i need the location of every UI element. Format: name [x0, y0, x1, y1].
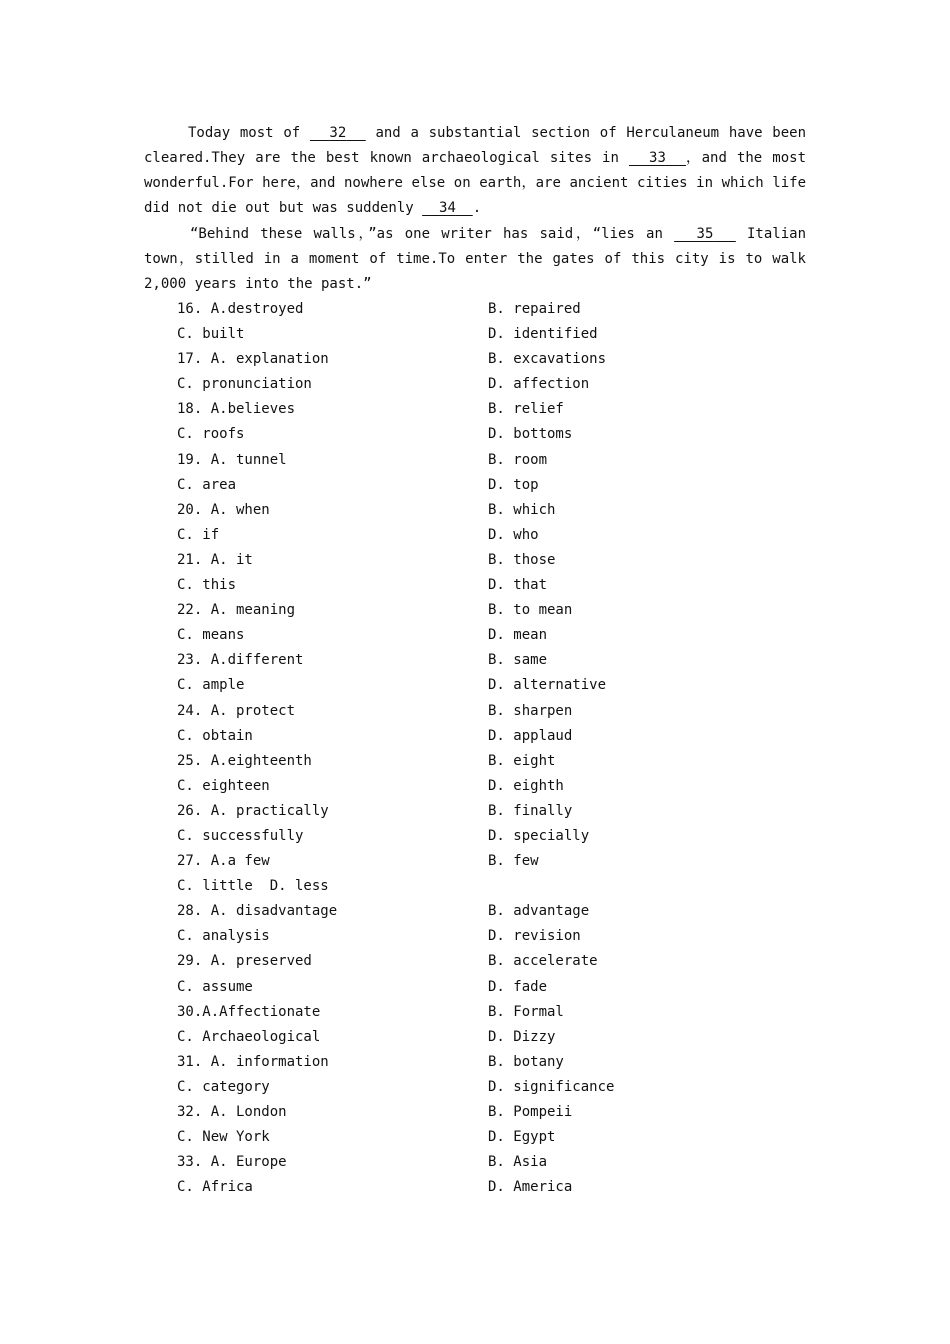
option-row [0, 1050, 950, 1075]
option-row [0, 1025, 950, 1050]
passage-line [144, 121, 806, 146]
option-left: 23. A.different [177, 652, 304, 669]
option-row [0, 473, 950, 498]
option-left: 30.A.Affectionate [177, 1003, 321, 1020]
option-left: 33. A. Europe [177, 1154, 287, 1171]
option-left: 27. A.a few [177, 853, 270, 870]
text-segment: cleared.They are the best known archaeological sites in [144, 150, 629, 167]
option-right: D. revision [488, 928, 581, 945]
option-row [0, 297, 950, 322]
option-right: D. alternative [488, 677, 607, 694]
option-row [0, 573, 950, 598]
option-left: 25. A.eighteenth [177, 752, 312, 769]
option-row [0, 623, 950, 648]
option-right: B. finally [488, 802, 573, 819]
option-left: 16. A.destroyed [177, 301, 304, 317]
option-left: 29. A. preserved [177, 953, 312, 970]
option-right: B. accelerate [488, 953, 598, 970]
option-right: B. sharpen [488, 702, 573, 719]
option-row [0, 849, 950, 874]
option-left: 20. A. when [177, 501, 270, 518]
blank-number: 35 [696, 225, 714, 242]
passage-line [144, 222, 806, 247]
option-left: C. ample [177, 677, 245, 694]
options-list [0, 297, 950, 1200]
option-right: D. affection [488, 376, 590, 393]
answer-blank-35 [674, 226, 736, 242]
option-left: 19. A. tunnel [177, 451, 287, 468]
option-right: D. eighth [488, 777, 564, 794]
option-right: D. who [488, 526, 539, 543]
option-left: C. little D. less [177, 878, 329, 895]
text-segment: and a substantial section of Herculaneum have been [365, 125, 806, 141]
option-left: C. Archaeological [177, 1028, 321, 1045]
blank-number: 33 [649, 150, 666, 167]
option-left: C. Africa [177, 1179, 253, 1196]
option-left: 24. A. protect [177, 702, 296, 719]
option-left: C. roofs [177, 426, 245, 443]
option-row [0, 774, 950, 799]
option-left: C. category [177, 1078, 270, 1095]
option-right: D. Dizzy [488, 1028, 556, 1045]
option-right: D. fade [488, 978, 548, 995]
passage-line [144, 196, 806, 221]
option-right: B. few [488, 853, 539, 870]
option-row [0, 899, 950, 924]
text-segment: ，and the most [686, 150, 806, 167]
option-left: C. pronunciation [177, 376, 312, 393]
option-right: B. repaired [488, 301, 581, 317]
option-row [0, 422, 950, 447]
option-row [0, 1150, 950, 1175]
option-right: B. excavations [488, 351, 607, 368]
option-row [0, 874, 950, 899]
option-right: B. Asia [488, 1154, 548, 1171]
option-row [0, 648, 950, 673]
option-right: B. relief [488, 401, 564, 418]
option-left: C. this [177, 577, 237, 594]
option-left: 22. A. meaning [177, 602, 296, 619]
option-left: 28. A. disadvantage [177, 903, 338, 920]
option-right: B. botany [488, 1053, 564, 1070]
option-right: D. applaud [488, 727, 573, 744]
option-left: C. eighteen [177, 777, 270, 794]
passage-paragraph-2 [144, 222, 806, 297]
option-left: C. obtain [177, 727, 253, 744]
option-row [0, 724, 950, 749]
option-row [0, 1075, 950, 1100]
option-row [0, 1175, 950, 1200]
option-left: 32. A. London [177, 1104, 287, 1120]
text-segment: . [472, 200, 482, 217]
option-right: B. same [488, 652, 548, 669]
option-right: D. significance [488, 1078, 615, 1095]
option-left: 31. A. information [177, 1053, 329, 1070]
blank-number: 32 [329, 125, 347, 141]
passage-line: wonderful.For here，and nowhere else on earth，are ancient cities in which life [144, 175, 806, 192]
blank-number: 34 [439, 200, 456, 217]
option-right: B. Pompeii [488, 1104, 573, 1120]
option-row [0, 799, 950, 824]
passage-paragraph-1 [144, 121, 806, 221]
option-row [0, 975, 950, 1000]
option-left: C. if [177, 526, 220, 543]
option-left: 17. A. explanation [177, 351, 329, 368]
option-row [0, 498, 950, 523]
option-row [0, 924, 950, 949]
answer-blank-34 [422, 200, 473, 216]
passage-line [144, 146, 806, 171]
option-row [0, 347, 950, 372]
option-row [0, 949, 950, 974]
text-segment: did not die out but was suddenly [144, 200, 423, 217]
option-left: 26. A. practically [177, 802, 329, 819]
text-segment: Italian [735, 225, 806, 242]
option-left: C. area [177, 476, 237, 493]
option-left: C. analysis [177, 928, 270, 945]
option-row [0, 523, 950, 548]
option-right: D. bottoms [488, 426, 573, 443]
option-right: D. identified [488, 326, 598, 343]
option-right: D. that [488, 577, 548, 594]
answer-blank-32 [310, 125, 366, 141]
option-row [0, 548, 950, 573]
option-row [0, 598, 950, 623]
option-left: 18. A.believes [177, 401, 296, 418]
option-row [0, 1000, 950, 1025]
option-row [0, 824, 950, 849]
option-left: C. successfully [177, 827, 304, 844]
option-right: B. eight [488, 752, 556, 769]
option-right: B. those [488, 551, 556, 568]
option-right: B. advantage [488, 903, 590, 920]
option-right: D. mean [488, 627, 548, 644]
option-row [0, 397, 950, 422]
option-row [0, 372, 950, 397]
option-row [0, 699, 950, 724]
option-row [0, 1100, 950, 1125]
text-segment: “Behind these walls，”as one writer has said，“lies an [190, 225, 675, 242]
option-left: 21. A. it [177, 551, 253, 568]
option-right: D. America [488, 1179, 573, 1196]
option-right: B. which [488, 501, 556, 518]
answer-blank-33 [629, 150, 686, 166]
option-right: D. Egypt [488, 1129, 556, 1146]
option-row [0, 749, 950, 774]
option-right: B. to mean [488, 602, 573, 619]
option-row [0, 673, 950, 698]
option-left: C. built [177, 326, 245, 343]
option-left: C. assume [177, 978, 253, 995]
option-row [0, 322, 950, 347]
passage-line: 2,000 years into the past.” [144, 275, 372, 292]
option-right: B. Formal [488, 1003, 564, 1020]
text-segment: Today most of [188, 125, 310, 141]
option-right: D. specially [488, 827, 590, 844]
option-left: C. means [177, 627, 245, 644]
passage-line: town，stilled in a moment of time.To enter the gates of this city is to walk [144, 250, 806, 267]
option-row [0, 448, 950, 473]
option-right: D. top [488, 476, 539, 493]
option-row [0, 1125, 950, 1150]
option-left: C. New York [177, 1129, 270, 1146]
option-right: B. room [488, 451, 548, 468]
